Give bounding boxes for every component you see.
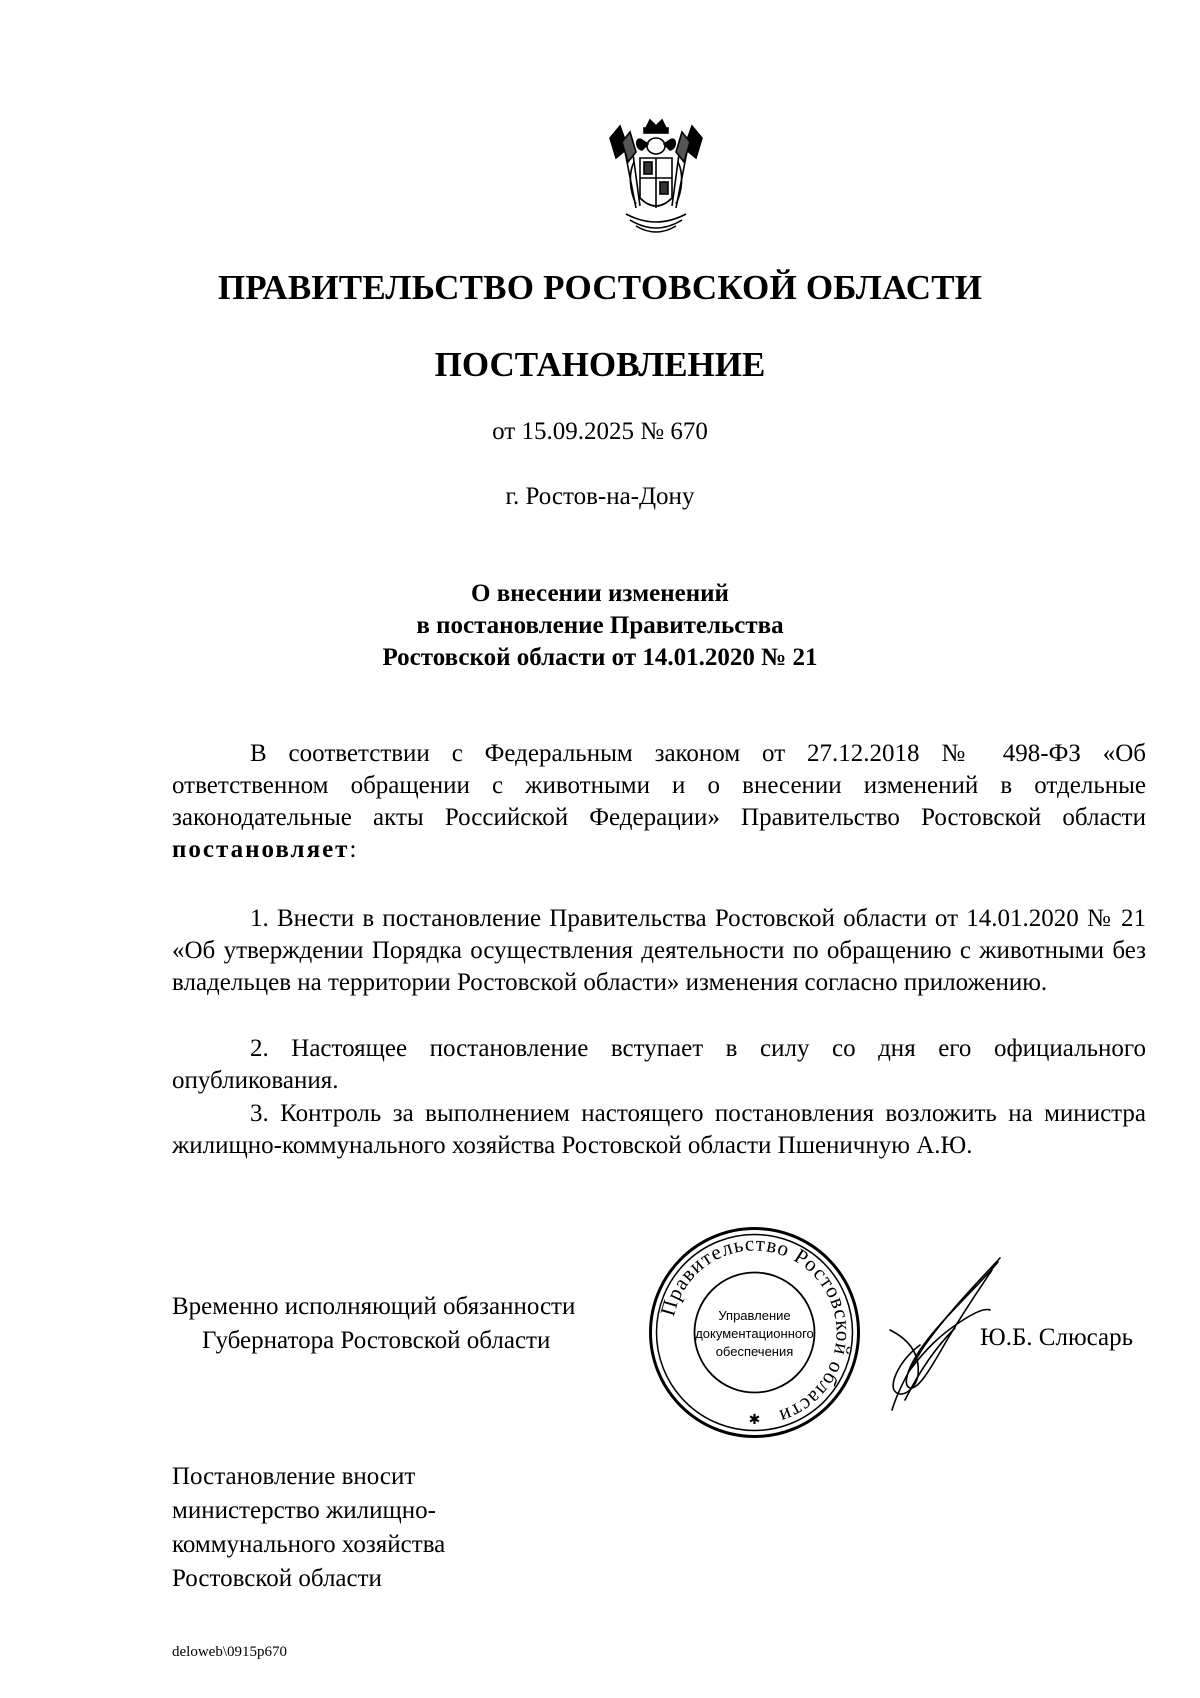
preamble-text: В соответствии с Федеральным законом от 27.12.2018 № 498-ФЗ «Об ответственном обращении с животными и о внесении изменений в отдельные законодательные акты Российской Федерации» Правительство Ростовской области	[172, 740, 1146, 831]
seal-center-line-3: обеспечения	[715, 1344, 794, 1359]
resolution-item-1: 1. Внести в постановление Правительства Ростовской области от 14.01.2020 № 21 «Об утверждении Порядка осуществления деятельности по обращению с животными без владельцев на территории Ростовской области» изменения согласно приложению.	[172, 905, 1146, 996]
coat-of-arms-icon	[606, 118, 706, 238]
seal-ring-text: Правительство Ростовской области	[655, 1231, 856, 1430]
preamble-paragraph	[172, 738, 1146, 866]
preamble-emphasis: постановляет	[172, 836, 350, 863]
document-date-number: от 15.09.2025 № 670	[492, 418, 708, 445]
signer-position	[172, 1290, 642, 1358]
submitted-by-block	[172, 1460, 445, 1596]
resolution-item-3: 3. Контроль за выполнением настоящего постановления возложить на министра жилищно-коммунального хозяйства Ростовской области Пшеничную А.Ю.	[172, 1100, 1146, 1159]
svg-text:✱: ✱	[748, 1413, 761, 1428]
signer-position-line-1: Временно исполняющий обязанности	[172, 1293, 576, 1320]
document-subject	[0, 578, 1200, 674]
preamble-end: :	[349, 836, 357, 863]
official-seal-icon	[647, 1225, 862, 1440]
signer-name: Ю.Б. Слюсарь	[980, 1324, 1134, 1351]
subject-line-3: Ростовской области от 14.01.2020 № 21	[382, 644, 818, 671]
signer-position-line-2: Губернатора Ростовской области	[202, 1327, 551, 1354]
document-type: ПОСТАНОВЛЕНИЕ	[434, 345, 766, 384]
subject-line-2: в постановление Правительства	[416, 612, 784, 639]
submitted-by-line-4: Ростовской области	[172, 1565, 382, 1592]
seal-center-line-2: документационного	[695, 1326, 814, 1341]
organization-title: ПРАВИТЕЛЬСТВО РОСТОВСКОЙ ОБЛАСТИ	[217, 268, 983, 307]
subject-line-1: О внесении изменений	[471, 580, 729, 607]
document-city: г. Ростов-на-Дону	[505, 483, 695, 510]
seal-center-line-1: Управление	[718, 1308, 791, 1323]
submitted-by-line-2: министерство жилищно-	[172, 1497, 436, 1524]
submitted-by-line-3: коммунального хозяйства	[172, 1531, 446, 1558]
submitted-by-line-1: Постановление вносит	[172, 1463, 416, 1490]
footer-document-code: deloweb\0915p670	[172, 1644, 287, 1660]
resolution-item-2: 2. Настоящее постановление вступает в силу со дня его официального опубликования.	[172, 1035, 1146, 1094]
